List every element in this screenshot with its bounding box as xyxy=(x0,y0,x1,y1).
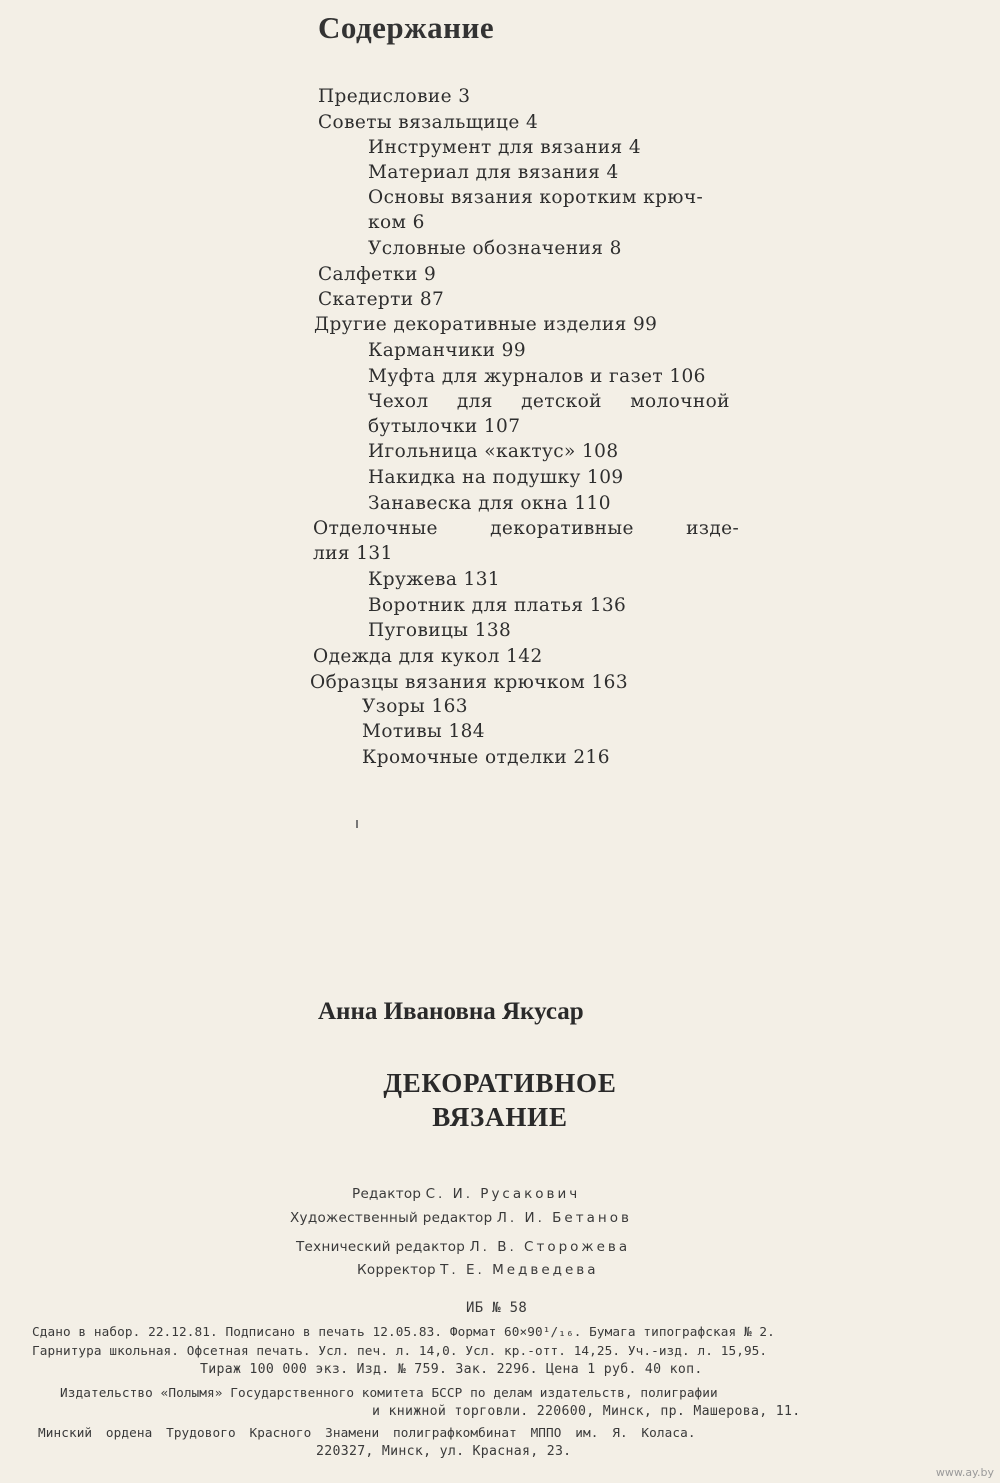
credit-role: Художественный редактор xyxy=(290,1210,493,1226)
toc-entry: Кружева 131 xyxy=(368,569,501,590)
imprint-ib-number: ИБ № 58 xyxy=(466,1300,528,1316)
credit-proofreader xyxy=(357,1262,599,1278)
imprint-line: Тираж 100 000 экз. Изд. № 759. Зак. 2296. Цена 1 руб. 40 коп. xyxy=(200,1362,703,1377)
credit-person: Л. В. Сторожева xyxy=(469,1239,631,1255)
toc-entry: Узоры 163 xyxy=(362,696,468,717)
toc-entry: Условные обозначения 8 xyxy=(368,238,622,259)
toc-entry: Одежда для кукол 142 xyxy=(313,646,543,667)
toc-entry: Основы вязания коротким крюч- xyxy=(368,187,704,208)
credit-editor xyxy=(352,1186,580,1202)
toc-entry: Накидка на подушку 109 xyxy=(368,467,624,488)
toc-entry: Отделочные декоративные изде- xyxy=(313,518,740,539)
imprint-line: Минский ордена Трудового Красного Знамени полиграфкомбинат МППО им. Я. Коласа. xyxy=(38,1425,696,1440)
toc-entry: Занавеска для окна 110 xyxy=(368,493,611,514)
credit-art-editor xyxy=(290,1210,632,1226)
toc-entry: лия 131 xyxy=(313,543,393,564)
toc-entry: Образцы вязания крючком 163 xyxy=(310,672,629,693)
imprint-line: Гарнитура школьная. Офсетная печать. Усл. печ. л. 14,0. Усл. кр.-отт. 14,25. Уч.-изд. л. 15,95. xyxy=(32,1343,768,1358)
credit-person: С. И. Русакович xyxy=(425,1186,581,1202)
toc-entry: Материал для вязания 4 xyxy=(368,162,619,183)
toc-entry: Игольница «кактус» 108 xyxy=(368,441,619,462)
credit-role: Корректор xyxy=(357,1262,436,1278)
imprint-line: Сдано в набор. 22.12.81. Подписано в печать 12.05.83. Формат 60×90¹/₁₆. Бумага типографская № 2. xyxy=(32,1324,775,1339)
book-title-line: ДЕКОРАТИВНОЕ xyxy=(383,1068,617,1098)
toc-entry: Муфта для журналов и газет 106 xyxy=(368,366,706,387)
toc-entry: Чехол для детской молочной xyxy=(368,391,730,412)
author-name: Анна Ивановна Якусар xyxy=(318,998,584,1025)
toc-entry: Воротник для платья 136 xyxy=(368,595,627,616)
credit-person: Л. И. Бетанов xyxy=(496,1210,632,1226)
credit-tech-editor xyxy=(296,1239,630,1255)
credit-role: Технический редактор xyxy=(296,1239,466,1255)
imprint-line: и книжной торговли. 220600, Минск, пр. Машерова, 11. xyxy=(372,1404,801,1419)
toc-title: Содержание xyxy=(318,10,495,45)
toc-entry: Пуговицы 138 xyxy=(368,620,512,641)
toc-entry: ком 6 xyxy=(368,212,425,233)
print-speck xyxy=(356,820,358,828)
toc-entry: бутылочки 107 xyxy=(368,416,521,437)
imprint-line: 220327, Минск, ул. Красная, 23. xyxy=(316,1444,572,1459)
toc-entry: Мотивы 184 xyxy=(362,721,485,742)
book-title xyxy=(330,1066,670,1134)
credit-role: Редактор xyxy=(352,1186,422,1202)
credit-person: Т. Е. Медведева xyxy=(440,1262,599,1278)
book-title-line: ВЯЗАНИЕ xyxy=(432,1102,568,1132)
watermark: www.ay.by xyxy=(935,1466,994,1479)
imprint-line: Издательство «Полымя» Государственного комитета БССР по делам издательств, полиграфии xyxy=(60,1385,718,1400)
toc-entry: Предисловие 3 xyxy=(318,86,471,107)
toc-entry: Советы вязальщице 4 xyxy=(318,112,539,133)
toc-entry: Карманчики 99 xyxy=(368,340,527,361)
toc-entry: Другие декоративные изделия 99 xyxy=(314,314,658,335)
toc-entry: Кромочные отделки 216 xyxy=(362,747,610,768)
toc-entry: Скатерти 87 xyxy=(318,289,445,310)
toc-entry: Инструмент для вязания 4 xyxy=(368,137,642,158)
toc-entry: Салфетки 9 xyxy=(318,264,437,285)
